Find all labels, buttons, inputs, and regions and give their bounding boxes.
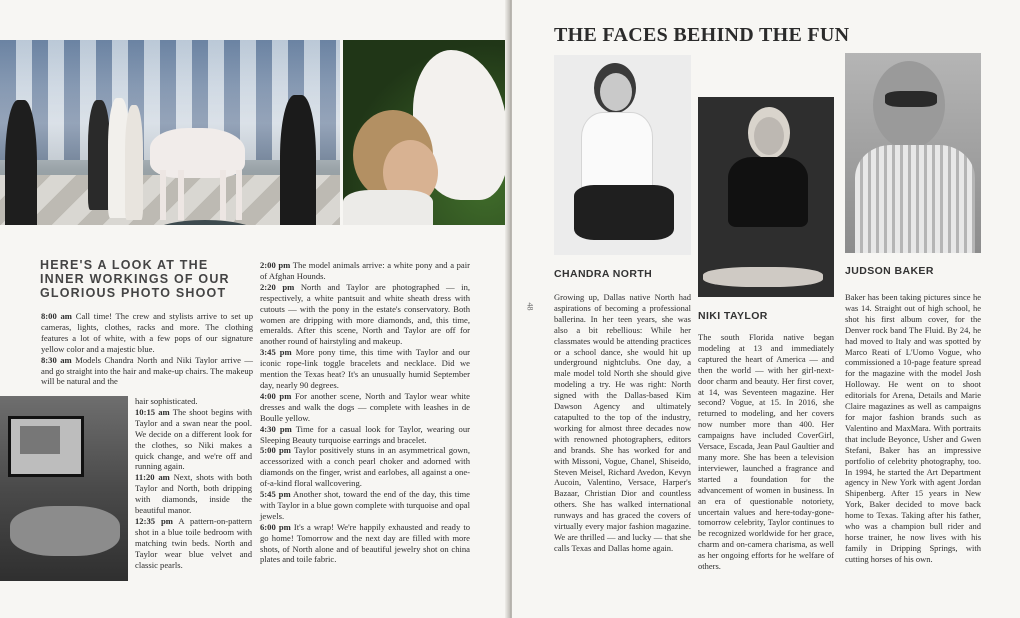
profile-name-niki: NIKI TAYLOR (698, 310, 768, 322)
schedule-column-1b (135, 396, 252, 571)
profile-bio-judson: Baker has been taking pictures since he was 14. Straight out of high school, he shot his first album cover, for the Denver rock band The Fluid. By 24, he had moved to Italy and was spotted by Marco Reati of L'Uomo Vogue, who commissioned a 10-page feature spread for the magazine with the model Josh Holloway. He went on to shoot editorials for Arena, Details and Marie Claire magazines as well as campaigns for major fashion brands such as Valentino and MaxMara. With portraits that include Beyonce, Usher and Gwen Stefani, Baker has an impressive portfolio of celebrity photography, too. In 1994, he started the Art Department agency in New York with agent Jordan Shipenberg. After 15 years in New York, Baker decided to move back home to Texas. Taking after his father, who was a champion bull rider and horse trainer, he now lives with his family in Dripping Springs, with cutting horses of his own. (845, 292, 981, 564)
schedule-entry: 8:00 am Call time! The crew and stylists arrive to set up cameras, lights, clothes, racks and more. The clothing features a lot of white, with a few pops of our signature yellow color and a majestic blue. (41, 311, 253, 354)
schedule-entry: 10:15 am The shoot begins with Taylor and a swan near the pool. We decide on a different look for the clothes, so Niki makes a quick change, and we're off and running again. (135, 406, 252, 472)
page-headline: THE FACES BEHIND THE FUN (554, 24, 850, 46)
page-number: 48 (525, 302, 535, 311)
left-page (0, 0, 508, 618)
schedule-entry: hair sophisticated. (135, 396, 198, 406)
schedule-entry: 8:30 am Models Chandra North and Niki Taylor arrive — and go straight into the hair and make-up chairs. The makeup will be natural and the (41, 354, 254, 387)
photo-chandra-north (554, 55, 691, 255)
photo-niki-taylor (698, 97, 834, 297)
right-page (512, 0, 1020, 618)
profile-name-judson: JUDSON BAKER (845, 265, 934, 277)
profile-bio-chandra: Growing up, Dallas native North had aspirations of becoming a professional ballerina. In her teen years, she was also a bit rebellious: While her classmates would be attending practices or a school dance, she would hit up underground nightclubs. One day, a male model told North she should give modeling a try. He was right: North signed with the Dallas-based Kim Dawson Agency and ultimately catapulted to the top of the industry, working for almost three decades now with renowned photographers, editors and brands. She has worked for and with Missoni, Vogue, Chanel, Shiseido, Steven Meisel, Richard Avedon, Kevyn Aucoin, Valentino, Versace, Harper's Bazaar, Christian Dior and countless others. She has walked international runways and has graced the covers of virtually every major fashion magazine. We are thrilled — and lucky — that she calls Texas and Dallas home again. (554, 292, 691, 553)
schedule-entry: 4:00 pm For another scene, North and Taylor wear white dresses and walk the dogs — complete with leashes in de Boulle yellow. (260, 390, 470, 423)
schedule-entry: 2:20 pm North and Taylor are photographed — in, respectively, a white pantsuit and white sheath dress with cutouts — with the pony in the estate's conservatory. Both women are dripping with more diamonds, and, this time, emeralds. After this scene, North and Taylor are off for another round of hairstyling and makeup. (260, 281, 471, 347)
profile-name-chandra: CHANDRA NORTH (554, 268, 653, 280)
photo-laptop-monitor (0, 396, 128, 581)
photo-pony-conservatory (0, 40, 340, 225)
section-heading: HERE'S A LOOK AT THE INNER WORKINGS OF OUR GLORIOUS PHOTO SHOOT (40, 258, 230, 300)
schedule-entry: 11:20 am Next, shots with both Taylor and North, both dripping with diamonds, inside the beautiful manor. (135, 472, 252, 516)
schedule-entry: 5:45 pm Another shot, toward the end of the day, this time with Taylor in a blue gown complete with turquoise and opal jewels. (260, 489, 470, 521)
schedule-column-2 (260, 260, 470, 565)
schedule-entry: 2:00 pm The model animals arrive: a white pony and a pair of Afghan Hounds. (260, 260, 470, 281)
schedule-entry: 4:30 pm Time for a casual look for Taylor, wearing our Sleeping Beauty turquoise earrings and bracelet. (260, 423, 470, 445)
photo-model-kissing-pony (343, 40, 508, 225)
schedule-entry: 5:00 pm Taylor positively stuns in an asymmetrical gown, accessorized with a conch pearl choker and adorned with diamonds on the finger, wrist and earlobes, all against a one-of-a-kind floral wallcovering. (260, 445, 470, 489)
schedule-entry: 12:35 pm A pattern-on-pattern shot in a blue toile bedroom with matching twin beds. North and Taylor wear blue velvet and classic pearls. (135, 515, 252, 570)
schedule-entry: 3:45 pm More pony time, this time with Taylor and our iconic rope-link toggle bracelets and necklace. Did we mention the Texas heat? It's an unusually humid September day, nearly 90 degrees. (260, 347, 470, 390)
schedule-column-1a (41, 311, 253, 387)
photo-judson-baker (845, 53, 981, 253)
schedule-entry: 6:00 pm It's a wrap! We're happily exhausted and ready to go home! Tomorrow and the next day are filled with more shots, of North alone and of beautiful jewelry shot on china plates and toile fabric. (260, 521, 471, 565)
profile-bio-niki: The south Florida native began modeling at 13 and immediately captured the heart of America — and then the world — with her girl-next-door charm and beauty. Her first cover, at 14, was Seventeen magazine. Her second? Vogue, at 15. In 2016, she returned to modeling, and her covers now number more than 400. Her campaigns have included CoverGirl, Versace, Escada, Jean Paul Gaultier and many more. She has been a television interviewer, launched a fragrance and started a foundation for the advancement of women in business. In an era of questionable notoriety, uncertain values and here-today-gone-tomorrow celebrity, Taylor continues to be recognized worldwide for her grace, charm and on-camera charisma, as well as her ongoing efforts for he welfare of others. (698, 332, 834, 572)
